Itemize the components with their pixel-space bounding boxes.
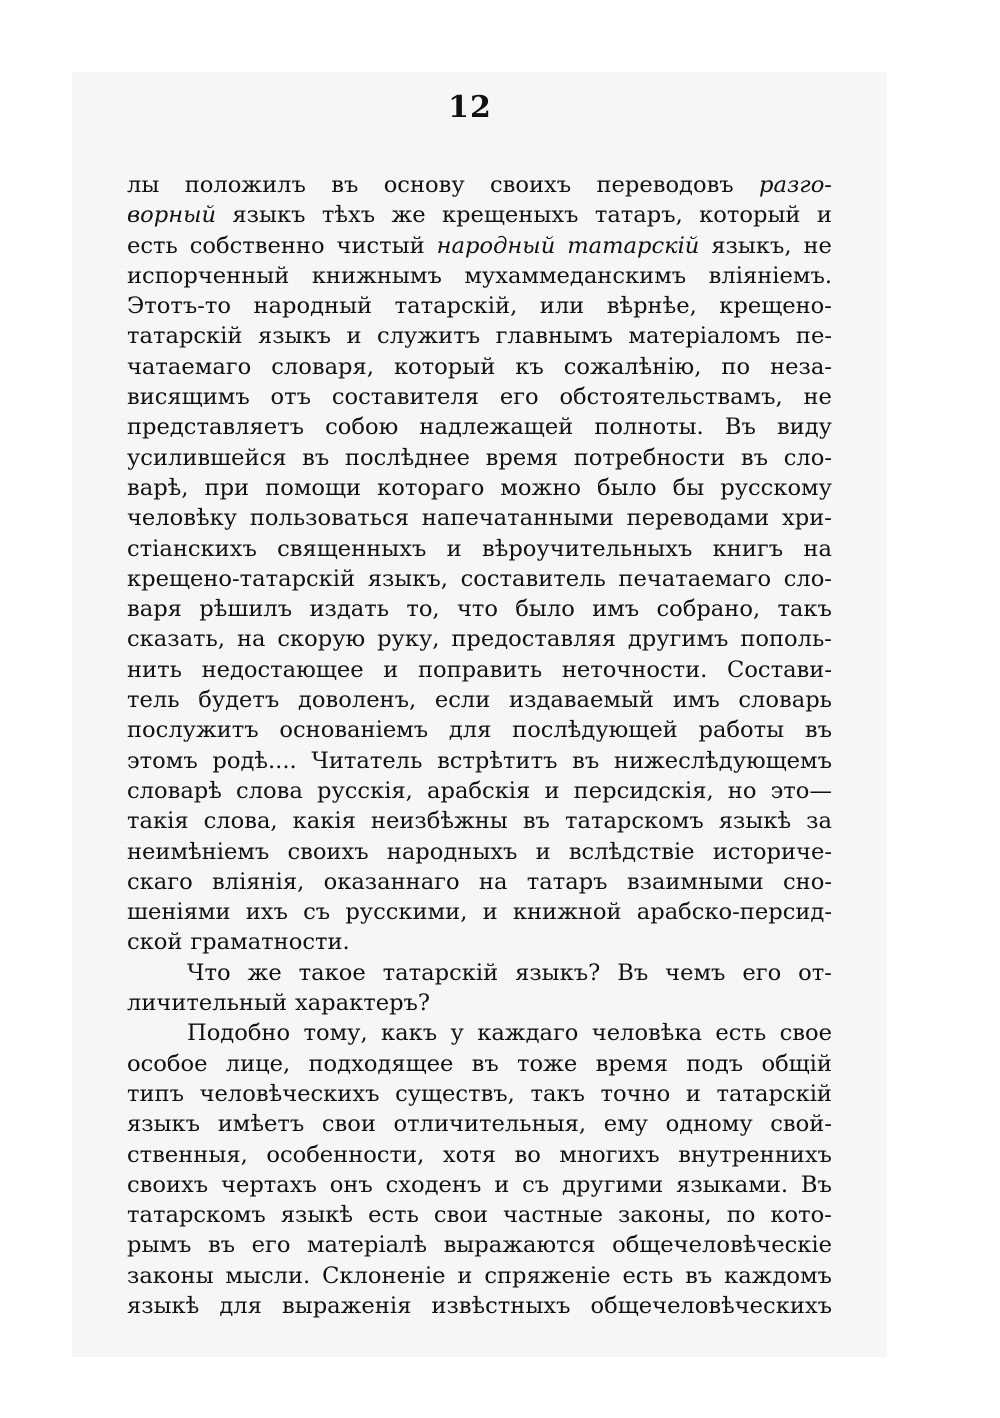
word: у [450, 1020, 464, 1047]
word: свои [433, 1202, 488, 1229]
word: висящимъ [127, 384, 250, 411]
italic-word: ворный [127, 202, 217, 229]
word: предоставляя [451, 626, 616, 653]
word: собственно [189, 232, 325, 259]
word: общечеловѣческихъ [590, 1292, 832, 1319]
text-line [127, 988, 832, 1018]
word: кото- [770, 1202, 832, 1229]
word: общій [761, 1050, 832, 1077]
word: неточности. [561, 656, 708, 683]
word: хотя [442, 1141, 496, 1168]
word: служитъ [377, 323, 481, 350]
text-line [127, 746, 832, 776]
word: съ [303, 899, 331, 926]
word: языкѣ [718, 808, 792, 835]
word: отличительныя, [393, 1111, 587, 1138]
word: было [597, 474, 657, 501]
word: собрано, [656, 596, 761, 623]
word: обстоятельствамъ, [559, 384, 783, 411]
word: другимъ [627, 626, 729, 653]
word: народныхъ [386, 838, 518, 865]
word: же [391, 202, 426, 229]
word: татаръ [526, 868, 608, 895]
word: же [247, 959, 282, 986]
word: ственныя, [127, 1141, 248, 1168]
word: существъ, [395, 1080, 515, 1107]
word: къ [515, 353, 544, 380]
word: стіанскихъ [127, 535, 257, 562]
word: каждомъ [724, 1262, 832, 1289]
word: арабскія [427, 777, 531, 804]
word: тоже [517, 1050, 578, 1077]
word: свое [779, 1020, 832, 1047]
word: чатаемаго [127, 353, 252, 380]
word: помощи [265, 474, 362, 501]
word: языками. [676, 1171, 789, 1198]
text-line [127, 321, 832, 351]
word: народный [253, 293, 373, 320]
text-line [127, 655, 832, 685]
word: лице, [225, 1050, 291, 1077]
word: крещено-татарскій [127, 565, 356, 592]
word: и [482, 899, 498, 926]
word: въ [522, 808, 550, 835]
word: въ [572, 747, 600, 774]
word: татарскій [382, 959, 499, 986]
word: своихъ [127, 1171, 209, 1198]
word: взаимными [626, 868, 764, 895]
word: подходящее [308, 1050, 454, 1077]
text-line [127, 1291, 832, 1321]
word: особенности, [266, 1141, 425, 1168]
word: человѣка [591, 1020, 702, 1047]
word: и [816, 202, 832, 229]
word: доволенъ, [298, 687, 417, 714]
word: особое [127, 1050, 208, 1077]
word: своихъ [489, 172, 572, 198]
word: и [544, 777, 560, 804]
word: переводовъ [596, 172, 734, 198]
word: другими [562, 1171, 664, 1198]
word: послѣднее [344, 444, 470, 471]
text-line [127, 382, 832, 412]
word: послужитъ [127, 717, 259, 744]
word: на [236, 626, 266, 653]
word: языкъ [127, 1111, 201, 1138]
word: по [726, 1202, 756, 1229]
word: имъ [672, 687, 720, 714]
word: полноты. [594, 414, 704, 441]
word: потребности [573, 444, 726, 471]
word: такія [127, 808, 189, 835]
word: и [383, 656, 399, 683]
word: пе- [795, 323, 832, 350]
word: такое [298, 959, 366, 986]
word: положилъ [184, 172, 306, 198]
word: скаго [127, 868, 193, 895]
word: встрѣтитъ [437, 747, 558, 774]
word: общечеловѣческіе [612, 1232, 832, 1259]
word: крещено- [719, 293, 832, 320]
word: нить [127, 656, 182, 683]
word: Склоненіе [322, 1262, 446, 1289]
word: языкѣ [127, 1292, 200, 1319]
word: работы [698, 717, 785, 744]
word: на [803, 535, 832, 562]
word: пополь- [740, 626, 832, 653]
word: Въ [800, 1171, 832, 1198]
text-line [127, 473, 832, 503]
text-line [127, 564, 832, 594]
word: татарскомъ [127, 1202, 266, 1229]
word: отъ [270, 384, 312, 411]
word: сходенъ [385, 1171, 482, 1198]
word: основу [383, 172, 465, 198]
text-line [127, 170, 832, 200]
word: то, [406, 596, 440, 623]
text-line [127, 1261, 832, 1291]
word: неизбѣжны [370, 808, 508, 835]
word: персидскія, [573, 777, 714, 804]
word: этомъ [127, 747, 198, 774]
word: и [457, 1262, 473, 1289]
word: чемъ [665, 959, 726, 986]
word: крещеныхъ [441, 202, 579, 229]
word: книжной [512, 899, 622, 926]
word: вліянія, [212, 868, 305, 895]
word: Этотъ-то [127, 293, 231, 320]
text-line [127, 594, 832, 624]
word: въ [804, 717, 832, 744]
word: каждаго [477, 1020, 579, 1047]
word: варя [127, 596, 182, 623]
word: усилившейся [127, 444, 287, 471]
word: въ [302, 444, 330, 471]
word: по [721, 353, 751, 380]
word: личительный [127, 990, 288, 1017]
text-line [127, 1170, 832, 1200]
word: какія [292, 808, 356, 835]
word: нижеслѣдующемъ [613, 747, 832, 774]
text-line [127, 200, 832, 230]
word: для [219, 1292, 262, 1319]
word: матеріаломъ [628, 323, 781, 350]
word: неимѣніемъ [127, 838, 270, 865]
word: составитель [460, 565, 606, 592]
word: и [494, 1171, 510, 1198]
word: лы [127, 172, 160, 198]
word: Что [187, 959, 231, 986]
word: можно [500, 474, 581, 501]
word: и [685, 1080, 701, 1107]
word: въ [207, 1232, 236, 1259]
word: это— [770, 777, 832, 804]
text-line [127, 352, 832, 382]
text-line [127, 806, 832, 836]
word: рымъ [127, 1232, 192, 1259]
word: вліяніемъ. [708, 262, 832, 289]
word: татарскій, [394, 293, 518, 320]
text-line [127, 867, 832, 897]
word: поправить [417, 656, 543, 683]
word: точно [600, 1080, 671, 1107]
word: надлежащей [419, 414, 574, 441]
text-line [127, 776, 832, 806]
word: матеріалѣ [306, 1232, 428, 1259]
word: есть [127, 232, 178, 259]
word: въ [331, 172, 359, 198]
word: за [806, 808, 832, 835]
text-line [127, 685, 832, 715]
word: от- [798, 959, 832, 986]
word: типъ [127, 1080, 184, 1107]
word: русскія, [317, 777, 413, 804]
body-text [127, 170, 832, 1321]
word: человѣческихъ [199, 1080, 380, 1107]
italic-word: разго- [759, 172, 832, 198]
text-line [127, 412, 832, 442]
word: законы, [617, 1202, 712, 1229]
word: но [727, 777, 757, 804]
text-line [127, 291, 832, 321]
word: въ [685, 1262, 713, 1289]
word: основаніемъ [279, 717, 429, 744]
word: варѣ, [127, 474, 189, 501]
word: Въ [617, 959, 649, 986]
word: спряженіе [484, 1262, 611, 1289]
word: сказать, [127, 626, 226, 653]
word: языкъ? [515, 959, 601, 986]
word: вѣроучительныхъ [482, 535, 693, 562]
word: съ [522, 1171, 550, 1198]
word: мухаммеданскимъ [464, 262, 687, 289]
word: выражаются [443, 1232, 596, 1259]
text-line [127, 1140, 832, 1170]
word: Подобно [187, 1020, 291, 1047]
word: который [699, 202, 801, 229]
word: выраженія [282, 1292, 412, 1319]
word: чертахъ [221, 1171, 317, 1198]
word: русскими, [345, 899, 468, 926]
word: онъ [329, 1171, 373, 1198]
word: сло- [783, 565, 832, 592]
word: языкъ, [367, 565, 448, 592]
word: рѣшилъ [199, 596, 293, 623]
word: оказаннаго [323, 868, 460, 895]
word: граматности. [190, 929, 350, 956]
text-line [127, 958, 832, 988]
word: имъ [592, 596, 640, 623]
word: въ [740, 444, 769, 471]
word: человѣку [127, 505, 238, 532]
word: есть [715, 1020, 767, 1047]
word: руку, [377, 626, 440, 653]
word: книжнымъ [311, 262, 442, 289]
word: въ [471, 1050, 499, 1077]
word: что [456, 596, 498, 623]
word: переводами [626, 505, 770, 532]
word: послѣдующей [512, 717, 678, 744]
text-line [127, 897, 832, 927]
text-line [127, 534, 832, 564]
text-line [127, 1109, 832, 1139]
word: арабско-персид- [636, 899, 832, 926]
word: издать [309, 596, 390, 623]
word: книгъ [712, 535, 784, 562]
text-line [127, 503, 832, 533]
text-line [127, 715, 832, 745]
word: недостающее [201, 656, 364, 683]
word: и [446, 535, 462, 562]
italic-word: татарскій [567, 232, 700, 259]
word: чистый [336, 232, 425, 259]
word: не [803, 232, 832, 259]
italic-word: народный [436, 232, 556, 259]
text-line [127, 1018, 832, 1048]
word: свой- [770, 1111, 832, 1138]
word: издаваемый [509, 687, 654, 714]
word: его [251, 1232, 291, 1259]
word: частные [502, 1202, 603, 1229]
word: мысли. [225, 1262, 311, 1289]
word: представляетъ [127, 414, 304, 441]
word: главнымъ [495, 323, 613, 350]
word: татарскомъ [564, 808, 704, 835]
word: на [478, 868, 508, 895]
word: напечатанными [421, 505, 614, 532]
word: словаря, [271, 353, 374, 380]
word: священныхъ [277, 535, 427, 562]
word: такъ [777, 596, 832, 623]
text-line [127, 927, 832, 957]
word: имѣетъ [217, 1111, 305, 1138]
text-line [127, 231, 832, 261]
word: бы [672, 474, 705, 501]
word: его [742, 959, 782, 986]
word: или [539, 293, 585, 320]
text-line [127, 1230, 832, 1260]
word: тель [127, 687, 180, 714]
text-line [127, 624, 832, 654]
word: пользоваться [249, 505, 409, 532]
text-line [127, 443, 832, 473]
word: словарь [738, 687, 832, 714]
word: татарскій [127, 323, 243, 350]
word: во [514, 1141, 541, 1168]
word: извѣстныхъ [431, 1292, 571, 1319]
word: слова [236, 777, 303, 804]
word: и [346, 323, 362, 350]
word: языкѣ [280, 1202, 354, 1229]
word: есть [622, 1262, 674, 1289]
word: для [448, 717, 492, 744]
word: татаръ, [594, 202, 683, 229]
page-number: 12 [448, 90, 492, 125]
word: свои [321, 1111, 376, 1138]
word: своихъ [287, 838, 369, 865]
word: вѣрнѣе, [606, 293, 697, 320]
word: время [595, 1050, 668, 1077]
word: русскому [720, 474, 832, 501]
word: какъ [381, 1020, 438, 1047]
word: время [485, 444, 559, 471]
text-line [127, 261, 832, 291]
word: законы [127, 1262, 214, 1289]
word: Состави- [727, 656, 832, 683]
word: который [393, 353, 496, 380]
text-line [127, 1200, 832, 1230]
word: неза- [770, 353, 832, 380]
word: Читатель [311, 747, 423, 774]
word: не [803, 384, 832, 411]
word: историче- [712, 838, 832, 865]
word: шеніями [127, 899, 231, 926]
word: татарскій [716, 1080, 832, 1107]
word: есть [368, 1202, 419, 1229]
word: вслѣдствіе [568, 838, 695, 865]
word: характеръ? [294, 990, 431, 1017]
word: скорую [277, 626, 366, 653]
word: одному [665, 1111, 753, 1138]
word: его [499, 384, 539, 411]
word: котораго [377, 474, 485, 501]
word: составителя [331, 384, 479, 411]
word: слова, [203, 808, 278, 835]
word: словарѣ [127, 777, 222, 804]
text-line [127, 1049, 832, 1079]
text-line [127, 1079, 832, 1109]
word: будетъ [198, 687, 280, 714]
word: хри- [782, 505, 832, 532]
word: языкъ, [711, 232, 792, 259]
word: ихъ [245, 899, 288, 926]
word: сожалѣнію, [563, 353, 702, 380]
word: тому, [303, 1020, 368, 1047]
word: при [204, 474, 250, 501]
word: и [535, 838, 551, 865]
word: языкъ [232, 202, 306, 229]
word: испорченный [127, 262, 290, 289]
word: Въ [724, 414, 756, 441]
word: собою [325, 414, 399, 441]
word: такъ [530, 1080, 585, 1107]
word: если [434, 687, 491, 714]
word: ской [127, 929, 183, 956]
word: многихъ [559, 1141, 660, 1168]
word: родѣ.... [212, 747, 297, 774]
word: виду [776, 414, 832, 441]
word: ему [603, 1111, 648, 1138]
word: тѣхъ [321, 202, 376, 229]
word: внутреннихъ [678, 1141, 832, 1168]
word: печатаемаго [618, 565, 772, 592]
word: сно- [783, 868, 832, 895]
word: было [515, 596, 575, 623]
text-line [127, 837, 832, 867]
word: языкъ [257, 323, 332, 350]
word: подъ [686, 1050, 744, 1077]
word: сло- [783, 444, 832, 471]
